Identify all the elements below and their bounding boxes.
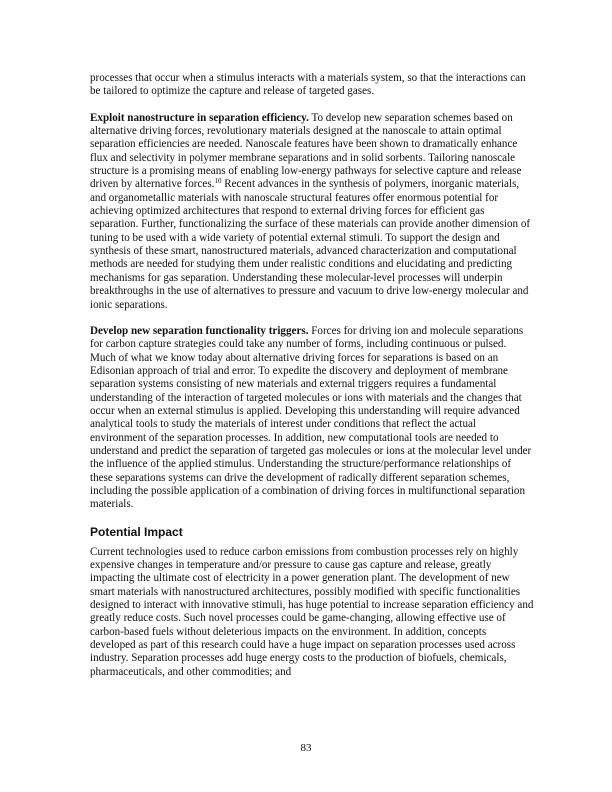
- intro-paragraph: processes that occur when a stimulus interacts with a materials system, so that the interactions can be tailored to optimize the capture and release of targeted gases.: [90, 72, 526, 98]
- develop-triggers-paragraph: [90, 325, 534, 512]
- reference-superscript: 10: [214, 177, 222, 186]
- exploit-nanostructure-heading: Exploit nanostructure in separation efficiency.: [90, 111, 309, 124]
- develop-triggers-heading: Develop new separation functionality triggers.: [90, 324, 309, 337]
- develop-triggers-text: Forces for driving ion and molecule separations for carbon capture strategies could take any number of forms, including continuous or pulsed. Much of what we know today about alternative driving forces for separations is based on an Edisonian approach of trial and error. To expedite the discovery and deployment of membrane separation systems consisting of new materials and external triggers requires a fundamental understanding of the interaction of targeted molecules or ions with materials and the changes that occur when an external stimulus is applied. Developing this understanding will require advanced analytical tools to study the materials of interest under conditions that reflect the actual environment of the separation processes. In addition, new computational tools are needed to understand and predict the separation of targeted gas molecules or ions at the molecular level under the influence of the applied stimulus. Understanding the structure/performance relationships of these separations systems can drive the development of radically different separation schemes, including the possible application of a combination of driving forces in multifunctional separation materials.: [90, 324, 532, 511]
- document-page: [90, 72, 534, 692]
- potential-impact-paragraph: Current technologies used to reduce carbon emissions from combustion processes rely on highly expensive changes in temperature and/or pressure to cause gas capture and release, greatly impacting the ultimate cost of electricity in a power generation plant. The development of new smart materials with nanostructured architectures, possibly modified with specific functionalities designed to interact with innovative stimuli, has huge potential to increase separation efficiency and greatly reduce costs. Such novel processes could be game-changing, allowing effective use of carbon-based fuels without deleterious impacts on the environment. In addition, concepts developed as part of this research could have a huge impact on separation processes used across industry. Separation processes add huge energy costs to the production of biofuels, chemicals, pharmaceuticals, and other commodities; and: [90, 545, 534, 678]
- exploit-text-part-2: Recent advances in the synthesis of polymers, inorganic materials, and organometallic materials with nanoscale structural features offer enormous potential for achieving optimized architectures that respond to external driving forces for efficient gas separation. Further, functionalizing the surface of these materials can provide another dimension of tuning to be used with a wide variety of potential external stimuli. To support the design and synthesis of these smart, nanostructured materials, advanced characterization and computational methods are needed for studying them under realistic conditions and elucidating and predicting mechanisms for gas separation. Understanding these molecular-level processes will underpin breakthroughs in the use of alternatives to pressure and vacuum to drive low-energy molecular and ionic separations.: [90, 178, 531, 311]
- potential-impact-heading: Potential Impact: [90, 524, 183, 539]
- exploit-nanostructure-paragraph: [90, 112, 534, 312]
- page-number: 83: [300, 742, 312, 754]
- exploit-text-part-1: To develop new separation schemes based on alternative driving forces, revolutionary materials designed at the nanoscale to attain optimal separation efficiencies are needed. Nanoscale features have been shown to dramatically enhance flux and selectivity in polymer membrane separations and in solid sorbents. Tailoring nanoscale structure is a promising means of enabling low-energy pathways for selective capture and release driven by alternative forces.: [90, 111, 522, 191]
